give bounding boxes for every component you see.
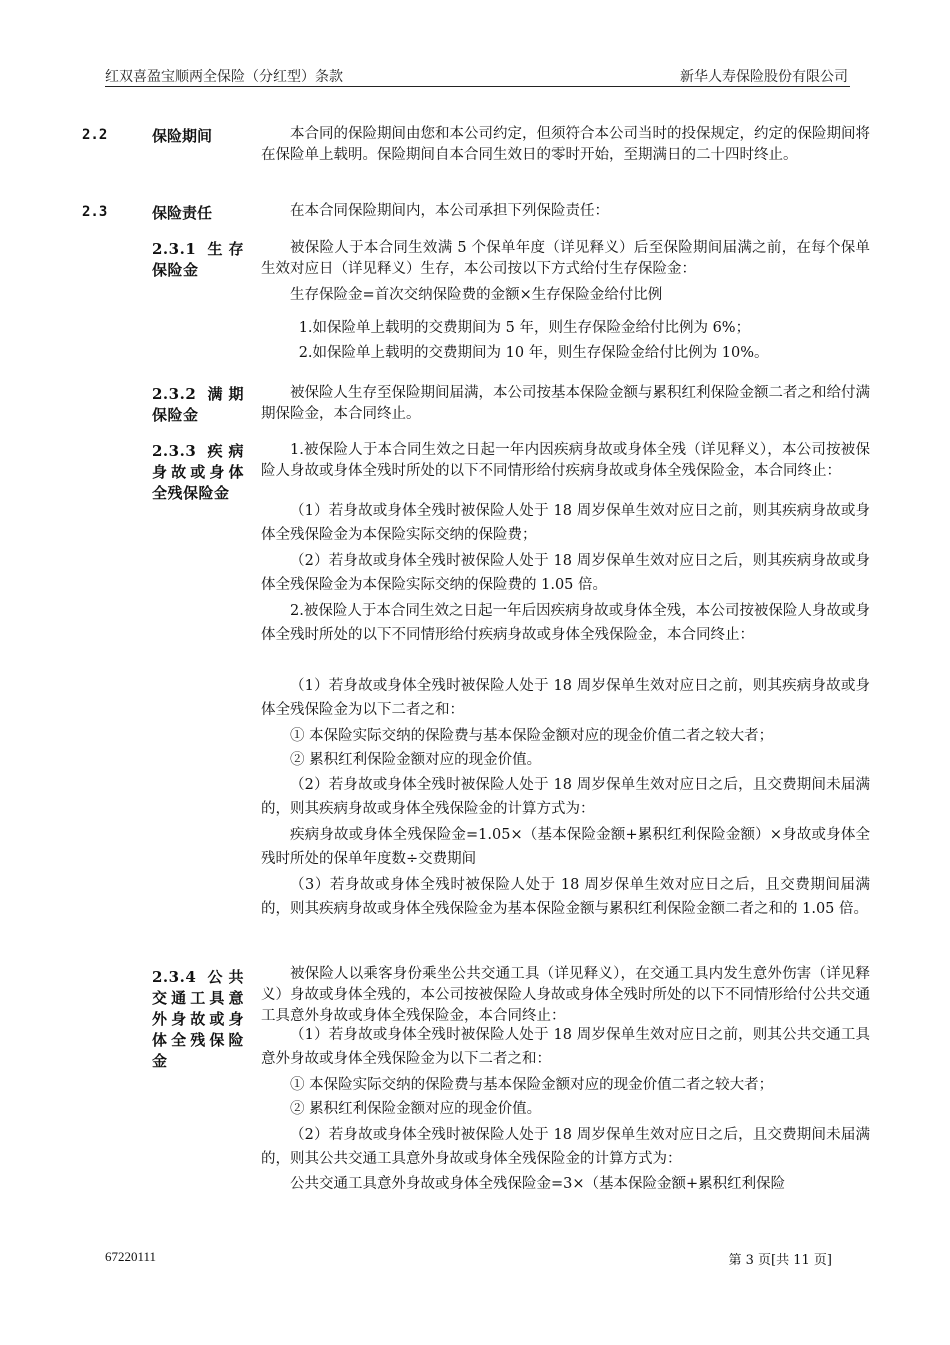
section-number-2-3: 2.3 [82,204,108,220]
public-transport-item-1: ① 本保险实际交纳的保险费与基本保险金额对应的现金价值二者之较大者； [290,1077,774,1093]
illness-death-paragraph-8: （2）若身故或身体全残时被保险人处于 18 周岁保单生效对应日之后，且交费期间未届满的，则其疾病身故或身体全残保险金的计算方式为： [261,777,870,817]
section-title-insurance-liability: 保险责任 [152,204,213,222]
illness-death-paragraph-5: （1）若身故或身体全残时被保险人处于 18 周岁保单生效对应日之前，则其疾病身故或身体全残保险金为以下二者之和： [261,678,870,718]
document-code: 67220111 [105,1249,157,1264]
subsection-title-survival-benefit: 2.3.1 生存保险金 [152,240,244,279]
public-transport-paragraph-1: 被保险人以乘客身份乘坐公共交通工具（详见释义），在交通工具内发生意外伤害（详见释义）身故或身体全残的，本公司按被保险人身故或身体全残时所处的以下不同情形给付公共交通工具意外身故或身体全残保险金，本合同终止： [261,966,870,1024]
illness-death-paragraph-1: 1.被保险人于本合同生效之日起一年内因疾病身故或身体全残（详见释义），本公司按被保险人身故或身体全残时所处的以下不同情形给付疾病身故或身体全残保险金，本合同终止： [261,442,870,479]
section-number-2-2: 2.2 [82,127,108,143]
insurance-liability-text: 在本合同保险期间内，本公司承担下列保险责任： [290,203,609,219]
subsection-title-maturity-benefit: 2.3.2 满期保险金 [152,385,244,424]
illness-death-item-1: ① 本保险实际交纳的保险费与基本保险金额对应的现金价值二者之较大者； [290,728,774,744]
maturity-benefit-text: 被保险人生存至保险期间届满，本公司按基本保险金额与累积红利保险金额二者之和给付满期保险金，本合同终止。 [261,385,870,422]
public-transport-formula: 公共交通工具意外身故或身体全残保险金=3×（基本保险金额+累积红利保险 [290,1176,786,1192]
subsection-title-public-transport-benefit: 2.3.4 公共交通工具意外身故或身体全残保险金 [152,968,244,1070]
page-number: 第 3 页[共 11 页] [728,1253,832,1268]
section-title-insurance-period: 保险期间 [152,127,213,145]
subsection-title-illness-death-benefit: 2.3.3 疾病身故或身体全残保险金 [152,442,244,502]
survival-benefit-item-1: 1.如保险单上载明的交费期间为 5 年，则生存保险金给付比例为 6%； [298,320,751,336]
page-header [105,66,850,87]
illness-death-paragraph-10: （3）若身故或身体全残时被保险人处于 18 周岁保单生效对应日之后，且交费期间届满的，则其疾病身故或身体全残保险金为基本保险金额与累积红利保险金额二者之和的 1.05 倍。 [261,877,870,917]
public-transport-paragraph-2: （1）若身故或身体全残时被保险人处于 18 周岁保单生效对应日之前，则其公共交通工具意外身故或身体全残保险金为以下二者之和： [261,1027,870,1067]
illness-death-formula: 疾病身故或身体全残保险金=1.05×（基本保险金额+累积红利保险金额）×身故或身体全残时所处的保单年度数÷交费期间 [261,827,870,867]
company-name: 新华人寿保险股份有限公司 [680,69,848,85]
illness-death-paragraph-2: （1）若身故或身体全残时被保险人处于 18 周岁保单生效对应日之前，则其疾病身故或身体全残保险金为本保险实际交纳的保险费； [261,503,870,543]
survival-benefit-text: 被保险人于本合同生效满 5 个保单年度（详见释义）后至保险期间届满之前，在每个保单生效对应日（详见释义）生存，本公司按以下方式给付生存保险金： [261,240,870,277]
insurance-period-text: 本合同的保险期间由您和本公司约定，但须符合本公司当时的投保规定，约定的保险期间将在保险单上载明。保险期间自本合同生效日的零时开始，至期满日的二十四时终止。 [261,126,870,163]
illness-death-item-2: ② 累积红利保险金额对应的现金价值。 [290,752,542,768]
illness-death-paragraph-4: 2.被保险人于本合同生效之日起一年后因疾病身故或身体全残，本公司按被保险人身故或身体全残时所处的以下不同情形给付疾病身故或身体全残保险金，本合同终止： [261,603,870,643]
document-title: 红双喜盈宝顺两全保险（分红型）条款 [105,69,343,85]
illness-death-paragraph-3: （2）若身故或身体全残时被保险人处于 18 周岁保单生效对应日之后，则其疾病身故或身体全残保险金为本保险实际交纳的保险费的 1.05 倍。 [261,553,870,593]
public-transport-paragraph-5: （2）若身故或身体全残时被保险人处于 18 周岁保单生效对应日之后，且交费期间未届满的，则其公共交通工具意外身故或身体全残保险金的计算方式为： [261,1127,870,1167]
survival-benefit-item-2: 2.如保险单上载明的交费期间为 10 年，则生存保险金给付比例为 10%。 [298,345,769,361]
public-transport-item-2: ② 累积红利保险金额对应的现金价值。 [290,1101,542,1117]
survival-benefit-formula: 生存保险金=首次交纳保险费的金额×生存保险金给付比例 [290,287,663,303]
